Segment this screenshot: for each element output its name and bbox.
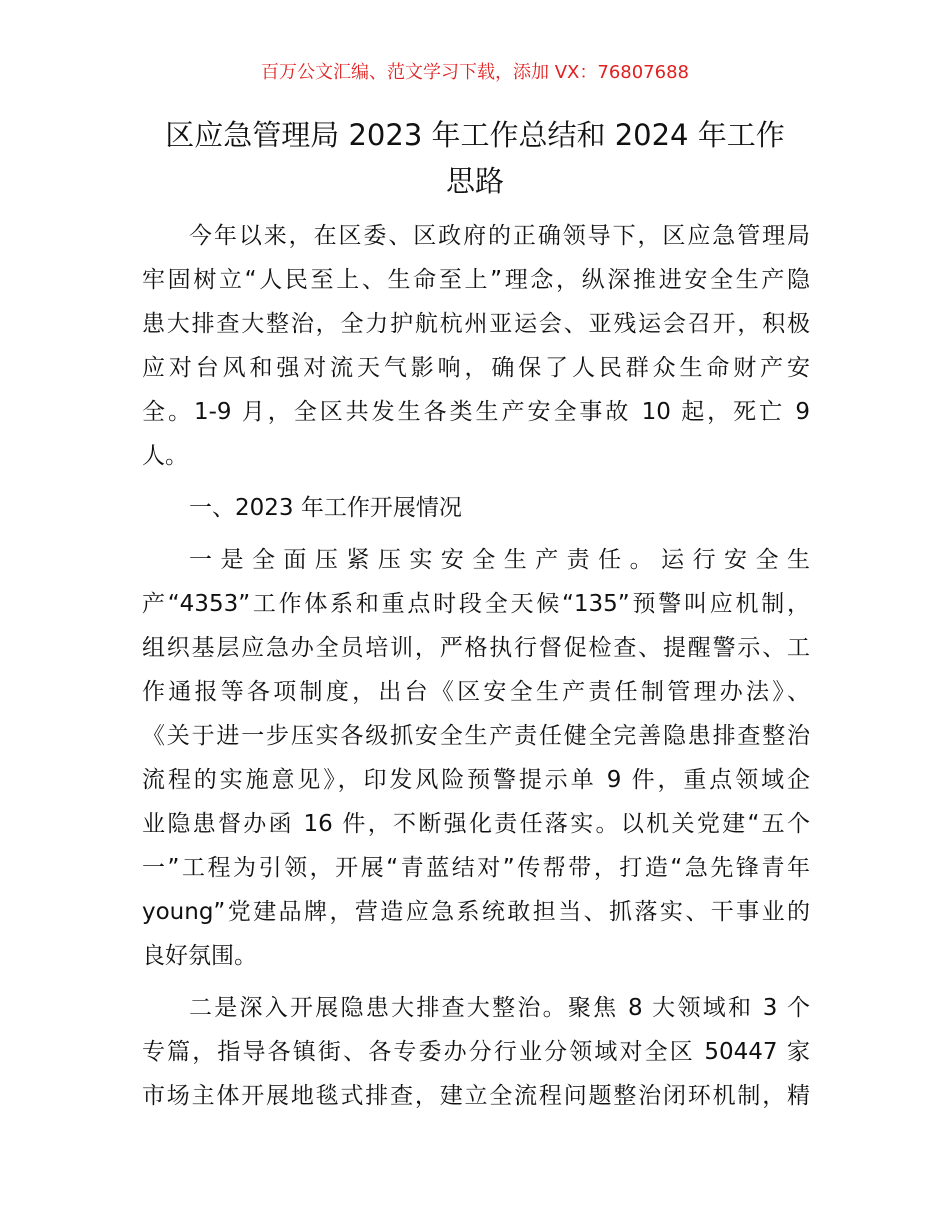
text-line: 组织基层应急办全员培训，严格执行督促检查、提醒警示、工 xyxy=(142,635,810,661)
text-line: 全。1-9 月，全区共发生各类生产安全事故 10 起，死亡 9 xyxy=(142,399,810,425)
paragraph xyxy=(142,538,810,978)
paragraph xyxy=(142,214,810,478)
document-body xyxy=(142,214,810,1126)
text-line: 应对台风和强对流天气影响，确保了人民群众生命财产安 xyxy=(142,355,810,381)
text-line: 患大排查大整治，全力护航杭州亚运会、亚残运会召开，积极 xyxy=(142,311,810,337)
section-heading xyxy=(142,486,810,530)
text-line: 一”工程为引领，开展“青蓝结对”传帮带，打造“急先锋青年 xyxy=(142,855,810,881)
text-line: 牢固树立“人民至上、生命至上”理念，纵深推进安全生产隐 xyxy=(142,267,810,293)
text-line: 市场主体开展地毯式排查，建立全流程问题整治闭环机制，精 xyxy=(142,1083,810,1109)
text-line: 二是深入开展隐患大排查大整治。聚焦 8 大领域和 3 个 xyxy=(189,995,810,1021)
text-line: 产“4353”工作体系和重点时段全天候“135”预警叫应机制， xyxy=(142,591,810,617)
text-line: young”党建品牌，营造应急系统敢担当、抓落实、干事业的 xyxy=(142,899,810,925)
text-line: 业隐患督办函 16 件，不断强化责任落实。以机关党建“五个 xyxy=(142,811,810,837)
document-title xyxy=(140,112,810,204)
text-line: 一、2023 年工作开展情况 xyxy=(189,495,462,521)
text-line: 良好氛围。 xyxy=(142,943,257,969)
paragraph xyxy=(142,986,810,1118)
text-line: 专篇，指导各镇街、各专委办分行业分领域对全区 50447 家 xyxy=(142,1039,810,1065)
text-line: 一是全面压紧压实安全生产责任。运行安全生 xyxy=(189,547,810,573)
text-line: 《关于进一步压实各级抓安全生产责任健全完善隐患排查整治 xyxy=(142,723,810,749)
watermark: 百万公文汇编、范文学习下载，添加 VX：76807688 xyxy=(261,62,689,83)
text-line: 流程的实施意见》，印发风险预警提示单 9 件，重点领域企 xyxy=(142,767,810,793)
text-line: 作通报等各项制度，出台《区安全生产责任制管理办法》、 xyxy=(142,679,810,705)
text-line: 今年以来，在区委、区政府的正确领导下，区应急管理局 xyxy=(189,223,810,249)
title-line: 思路 xyxy=(445,164,504,198)
title-line: 区应急管理局 2023 年工作总结和 2024 年工作 xyxy=(165,118,785,152)
text-line: 人。 xyxy=(142,443,188,469)
